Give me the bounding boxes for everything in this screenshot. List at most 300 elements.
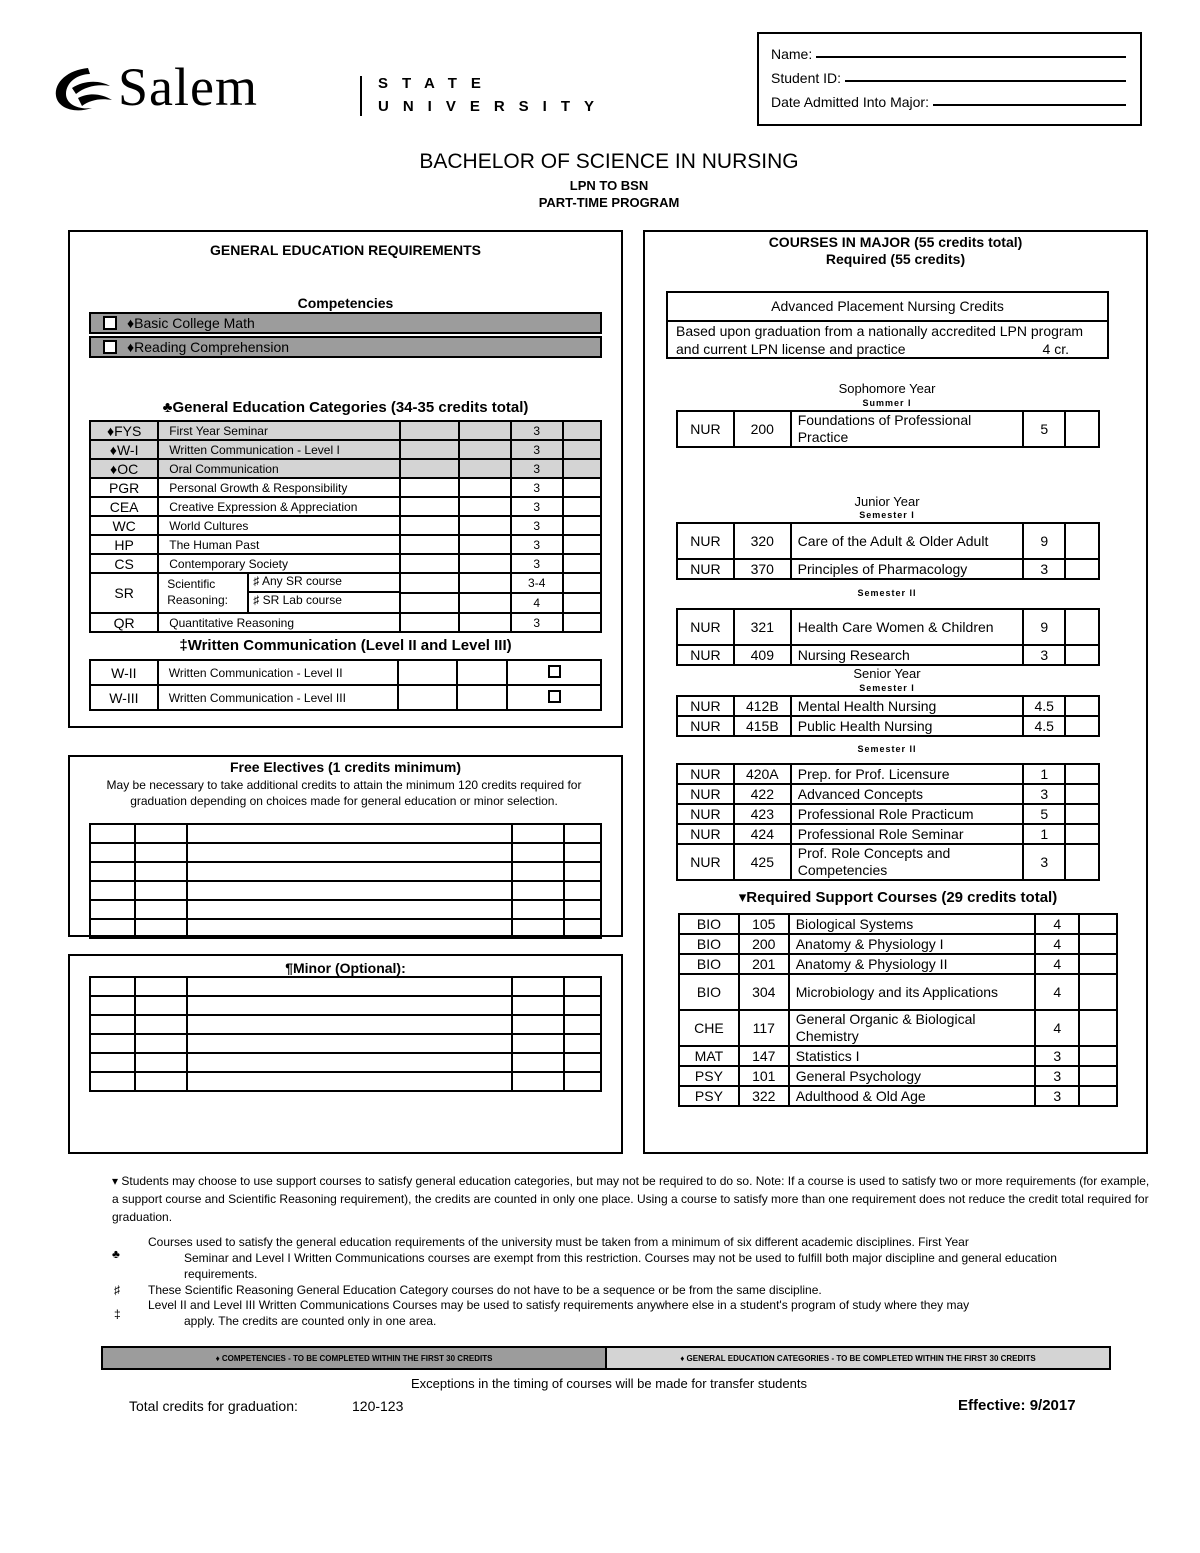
competencies-heading: Competencies [297,295,394,311]
credits: 3 [511,497,563,516]
cell[interactable] [135,862,187,881]
blank-row [90,1053,601,1072]
course-credits: 3 [1023,844,1065,880]
course-title: Care of the Adult & Older Adult [791,523,1024,559]
cell[interactable] [564,843,601,862]
course-title: General Organic & Biological Chemistry [789,1010,1036,1046]
competency-math[interactable] [89,312,602,334]
support-courses-table [678,913,1118,1107]
cell[interactable] [398,660,457,685]
cell[interactable] [564,919,601,938]
cell[interactable] [90,1072,135,1091]
cell[interactable] [512,843,564,862]
course-dept: MAT [679,1046,739,1066]
competency-reading[interactable] [89,336,602,358]
cell[interactable] [563,459,601,478]
cell[interactable] [187,977,513,996]
table-row [90,459,601,478]
category-code: ♦W-I [90,440,158,459]
cell[interactable] [187,919,513,938]
credits: 3 [511,421,563,440]
course-row [677,523,1099,559]
cell[interactable] [135,1034,187,1053]
course-dept: NUR [677,609,734,645]
course-row [677,696,1099,716]
grade-cell[interactable] [1065,784,1099,804]
sr-option-lab: ♯ SR Lab course [253,593,342,607]
category-name: The Human Past [158,535,400,554]
major-panel [643,230,1148,1154]
course-title: Principles of Pharmacology [791,559,1024,579]
course-dept: NUR [677,716,734,736]
support-heading: ▾Required Support Courses (29 credits total) [738,889,1058,906]
ship-logo-icon [48,64,118,116]
cell[interactable] [564,1015,601,1034]
written-comm-heading: ‡Written Communication (Level II and Level III) [179,637,512,654]
course-dept: CHE [679,1010,739,1046]
cell[interactable] [563,497,601,516]
grade-cell[interactable] [1079,1010,1117,1046]
cell[interactable] [563,573,601,593]
free-electives-table [89,823,602,939]
cell[interactable] [512,1072,564,1091]
cell[interactable] [512,919,564,938]
total-credits-value: 120-123 [352,1398,404,1414]
cell[interactable] [459,459,510,478]
blank-row [90,900,601,919]
checkbox[interactable] [548,665,561,678]
cell[interactable] [459,573,510,593]
course-credits: 1 [1023,824,1065,844]
category-name: Contemporary Society [158,554,400,573]
note-text: Courses used to satisfy the general education requirements of the university must be taken from a minimum of six different academic disciplines. First Year [148,1235,969,1249]
cell[interactable] [400,535,459,554]
name-field[interactable] [771,40,1126,62]
categories-heading: ♣General Education Categories (34-35 credits total) [162,399,529,416]
course-credits: 4 [1035,1010,1079,1046]
cell[interactable] [459,497,510,516]
cell[interactable] [563,613,601,632]
grade-cell[interactable] [1079,1046,1117,1066]
table-row [90,613,601,632]
course-title: Microbiology and its Applications [789,974,1036,1010]
wc-name: Written Communication - Level II [158,660,398,685]
credits: 3 [511,478,563,497]
grade-cell[interactable] [1065,559,1099,579]
cell[interactable] [459,478,510,497]
course-dept: PSY [679,1086,739,1106]
free-electives-note: May be necessary to take additional credits to attain the minimum 120 credits required for graduation depending on choices made for general education or minor selection. [106,778,582,808]
ap-credits: 4 cr. [1042,341,1069,357]
blank-row [90,1034,601,1053]
cell[interactable] [90,881,135,900]
cell[interactable] [512,996,564,1015]
course-row [677,844,1099,880]
cell[interactable] [187,1034,513,1053]
course-number: 420A [734,764,791,784]
cell[interactable] [398,685,457,710]
cell[interactable] [564,900,601,919]
course-number: 322 [739,1086,789,1106]
course-number: 424 [734,824,791,844]
grade-cell[interactable] [1065,804,1099,824]
category-code: HP [90,535,158,554]
free-electives-heading: Free Electives (1 credits minimum) [229,759,462,775]
course-dept: NUR [677,645,734,665]
grade-cell[interactable] [1079,954,1117,974]
competency-label: ♦Basic College Math [127,315,255,331]
sophomore-courses-table [676,410,1100,448]
subtitle-schedule: PART-TIME PROGRAM [538,195,680,210]
logo-wordmark: Salem [118,57,258,117]
cell[interactable] [459,554,510,573]
grade-cell[interactable] [1065,764,1099,784]
logo-divider [360,76,362,116]
course-row [679,1010,1117,1046]
logo-university: UNIVERSITY [378,98,609,115]
grade-cell[interactable] [1079,1086,1117,1106]
legend-competencies: ♦ COMPETENCIES - TO BE COMPLETED WITHIN THE FIRST 30 CREDITS [103,1348,607,1368]
grade-cell[interactable] [1065,824,1099,844]
course-row [679,914,1117,934]
minor-table [89,976,602,1092]
grade-cell[interactable] [1079,914,1117,934]
course-title: Adulthood & Old Age [789,1086,1036,1106]
cell[interactable] [564,977,601,996]
cell[interactable] [457,660,508,685]
blank-row [90,843,601,862]
cell[interactable] [400,459,459,478]
course-credits: 4.5 [1023,716,1065,736]
grade-cell[interactable] [1065,716,1099,736]
category-name: Oral Communication [158,459,400,478]
cell[interactable] [400,554,459,573]
cell[interactable] [400,593,459,613]
note-symbol: ♯ [114,1283,120,1297]
cell[interactable] [400,573,459,593]
cell[interactable] [512,1034,564,1053]
grade-cell[interactable] [1079,974,1117,1010]
course-dept: NUR [677,784,734,804]
cell[interactable] [563,535,601,554]
blank-row [90,1015,601,1034]
course-number: 105 [739,914,789,934]
category-code: SR [90,573,158,613]
cell[interactable] [135,881,187,900]
junior-sem2-table [676,608,1100,666]
note-text: Level II and Level III Written Communications Courses may be used to satisfy requirements anywhere else in a student's program of study where they may [148,1298,970,1312]
note-symbol: ▾ [112,1174,119,1188]
course-number: 423 [734,804,791,824]
course-number: 422 [734,784,791,804]
category-name: World Cultures [158,516,400,535]
cell[interactable] [187,843,513,862]
course-credits: 4 [1035,914,1079,934]
checkbox[interactable] [103,316,117,330]
course-credits: 4 [1035,974,1079,1010]
cell[interactable] [90,824,135,843]
course-number: 200 [734,411,791,447]
course-row [677,559,1099,579]
course-row [677,824,1099,844]
category-name [158,573,400,613]
sr-name-1: Scientific [167,577,216,591]
logo-state: STATE [378,75,495,92]
cell[interactable] [187,1015,513,1034]
course-title: Anatomy & Physiology I [789,934,1036,954]
blank-row [90,862,601,881]
wc-checkbox-cell[interactable] [507,685,601,710]
note-support-courses [112,1172,1152,1226]
course-credits: 4 [1035,954,1079,974]
grade-cell[interactable] [1065,844,1099,880]
category-code: QR [90,613,158,632]
cell[interactable] [459,440,510,459]
cell[interactable] [90,996,135,1015]
date-admitted-label: Date Admitted Into Major: [771,94,929,110]
blank-row [90,919,601,938]
term-label: Semester I [859,683,915,693]
course-row [679,1066,1117,1086]
course-row [677,804,1099,824]
student-id-label: Student ID: [771,70,842,86]
minor-panel [68,954,623,1154]
cell[interactable] [512,824,564,843]
subtitle-program: LPN TO BSN [569,178,649,193]
cell[interactable] [459,421,510,440]
cell[interactable] [400,613,459,632]
table-row [90,573,601,593]
cell[interactable] [459,516,510,535]
cell[interactable] [564,1034,601,1053]
note-text: Seminar and Level I Written Communications courses are exempt from this restriction. Courses may not be used to fulfill both major discipline and general education requirements. [184,1251,1057,1281]
cell[interactable] [563,554,601,573]
cell[interactable] [90,862,135,881]
course-dept: BIO [679,954,739,974]
cell[interactable] [135,824,187,843]
cell[interactable] [512,1053,564,1072]
cell[interactable] [90,1053,135,1072]
cell[interactable] [400,516,459,535]
cell[interactable] [135,1053,187,1072]
course-title: Professional Role Practicum [791,804,1024,824]
course-credits: 5 [1023,804,1065,824]
checkbox[interactable] [103,340,117,354]
cell[interactable] [564,862,601,881]
cell[interactable] [135,919,187,938]
wc-name: Written Communication - Level III [158,685,398,710]
course-number: 415B [734,716,791,736]
course-row [677,764,1099,784]
senior-sem1-table [676,695,1100,737]
cell[interactable] [400,421,459,440]
course-credits: 4.5 [1023,696,1065,716]
category-code: CEA [90,497,158,516]
junior-sem1-table [676,522,1100,580]
blank-row [90,881,601,900]
cell[interactable] [187,1072,513,1091]
table-row [90,478,601,497]
course-number: 321 [734,609,791,645]
student-id-field[interactable] [771,64,1126,86]
cell[interactable] [90,843,135,862]
course-row [679,1086,1117,1106]
table-row [90,440,601,459]
course-title: Biological Systems [789,914,1036,934]
cell[interactable] [135,843,187,862]
course-title: Advanced Concepts [791,784,1024,804]
course-number: 412B [734,696,791,716]
cell[interactable] [564,996,601,1015]
cell[interactable] [187,1053,513,1072]
cell[interactable] [90,1034,135,1053]
course-dept: BIO [679,914,739,934]
wc-code: W-III [90,685,158,710]
grade-cell[interactable] [1065,645,1099,665]
table-row [90,554,601,573]
cell[interactable] [135,996,187,1015]
course-credits: 3 [1035,1066,1079,1086]
category-name: Quantitative Reasoning [158,613,400,632]
term-label: Summer I [862,398,912,408]
category-name: First Year Seminar [158,421,400,440]
course-dept: NUR [677,764,734,784]
grade-cell[interactable] [1065,609,1099,645]
cell[interactable] [512,977,564,996]
cell[interactable] [90,977,135,996]
year-label: Junior Year [854,494,920,509]
cell[interactable] [512,862,564,881]
cell[interactable] [90,1015,135,1034]
free-electives-panel [68,755,623,937]
cell[interactable] [187,881,513,900]
course-row [679,1046,1117,1066]
cell[interactable] [135,977,187,996]
course-dept: PSY [679,1066,739,1086]
table-row [90,421,601,440]
cell[interactable] [459,593,510,613]
cell[interactable] [459,613,510,632]
course-credits: 9 [1023,609,1065,645]
cell[interactable] [457,685,508,710]
checkbox[interactable] [548,690,561,703]
course-row [677,645,1099,665]
cell[interactable] [135,1015,187,1034]
course-title: Mental Health Nursing [791,696,1023,716]
category-code: PGR [90,478,158,497]
course-number: 370 [734,559,791,579]
course-dept: NUR [677,523,734,559]
cell[interactable] [564,1072,601,1091]
senior-sem2-table [676,763,1100,881]
cell[interactable] [135,900,187,919]
grade-cell[interactable] [1065,523,1099,559]
course-title: Public Health Nursing [791,716,1023,736]
wc-checkbox-cell[interactable] [507,660,601,685]
cell[interactable] [564,824,601,843]
cell[interactable] [135,1072,187,1091]
cell[interactable] [564,881,601,900]
course-title: Professional Role Seminar [791,824,1024,844]
blank-row [90,1072,601,1091]
course-row [677,609,1099,645]
blank-row [90,977,601,996]
cell[interactable] [459,535,510,554]
credits: 3 [511,516,563,535]
cell[interactable] [563,421,601,440]
course-dept: NUR [677,559,734,579]
cell[interactable] [563,593,601,613]
note-text: apply. The credits are counted only in one area. [184,1314,437,1328]
page-title: BACHELOR OF SCIENCE IN NURSING [419,150,799,173]
cell[interactable] [400,497,459,516]
date-admitted-field[interactable] [771,88,1126,110]
cell[interactable] [512,900,564,919]
note-symbol: ‡ [114,1307,121,1321]
category-code: CS [90,554,158,573]
cell[interactable] [90,900,135,919]
sr-name-2: Reasoning: [167,593,228,607]
category-name: Written Communication - Level I [158,440,400,459]
legend-bar [101,1346,1111,1370]
course-dept: NUR [677,844,734,880]
cell[interactable] [90,919,135,938]
course-credits: 3 [1035,1086,1079,1106]
cell[interactable] [512,881,564,900]
cell[interactable] [400,440,459,459]
gen-ed-panel [68,230,623,728]
course-credits: 5 [1023,411,1065,447]
cell[interactable] [187,824,513,843]
ap-text: Based upon graduation from a nationally accredited LPN program and current LPN license and practice [676,323,1084,357]
cell[interactable] [400,478,459,497]
course-row [677,716,1099,736]
major-heading: COURSES IN MAJOR (55 credits total) [768,234,1023,250]
grade-cell[interactable] [1065,696,1099,716]
cell[interactable] [512,1015,564,1034]
cell[interactable] [187,996,513,1015]
cell[interactable] [563,440,601,459]
course-credits: 4 [1035,934,1079,954]
course-dept: NUR [677,411,734,447]
course-title: Health Care Women & Children [791,609,1024,645]
cell[interactable] [564,1053,601,1072]
grade-cell[interactable] [1079,1066,1117,1086]
grade-cell[interactable] [1065,411,1099,447]
course-row [677,411,1099,447]
name-label: Name: [771,46,813,62]
course-row [679,954,1117,974]
ap-title: Advanced Placement Nursing Credits [668,293,1107,322]
cell[interactable] [563,478,601,497]
course-credits: 3 [1035,1046,1079,1066]
course-row [679,934,1117,954]
course-title: Prep. for Prof. Licensure [791,764,1024,784]
gen-ed-categories-table [89,420,602,633]
major-subheading: Required (55 credits) [825,251,966,267]
credits: 4 [511,593,563,613]
cell[interactable] [187,862,513,881]
course-credits: 9 [1023,523,1065,559]
course-title: Foundations of Professional Practice [791,411,1024,447]
credits: 3 [511,613,563,632]
course-number: 200 [739,934,789,954]
cell[interactable] [563,516,601,535]
cell[interactable] [187,900,513,919]
credits: 3-4 [511,573,563,593]
grade-cell[interactable] [1079,934,1117,954]
minor-heading: ¶Minor (Optional): [285,960,406,976]
